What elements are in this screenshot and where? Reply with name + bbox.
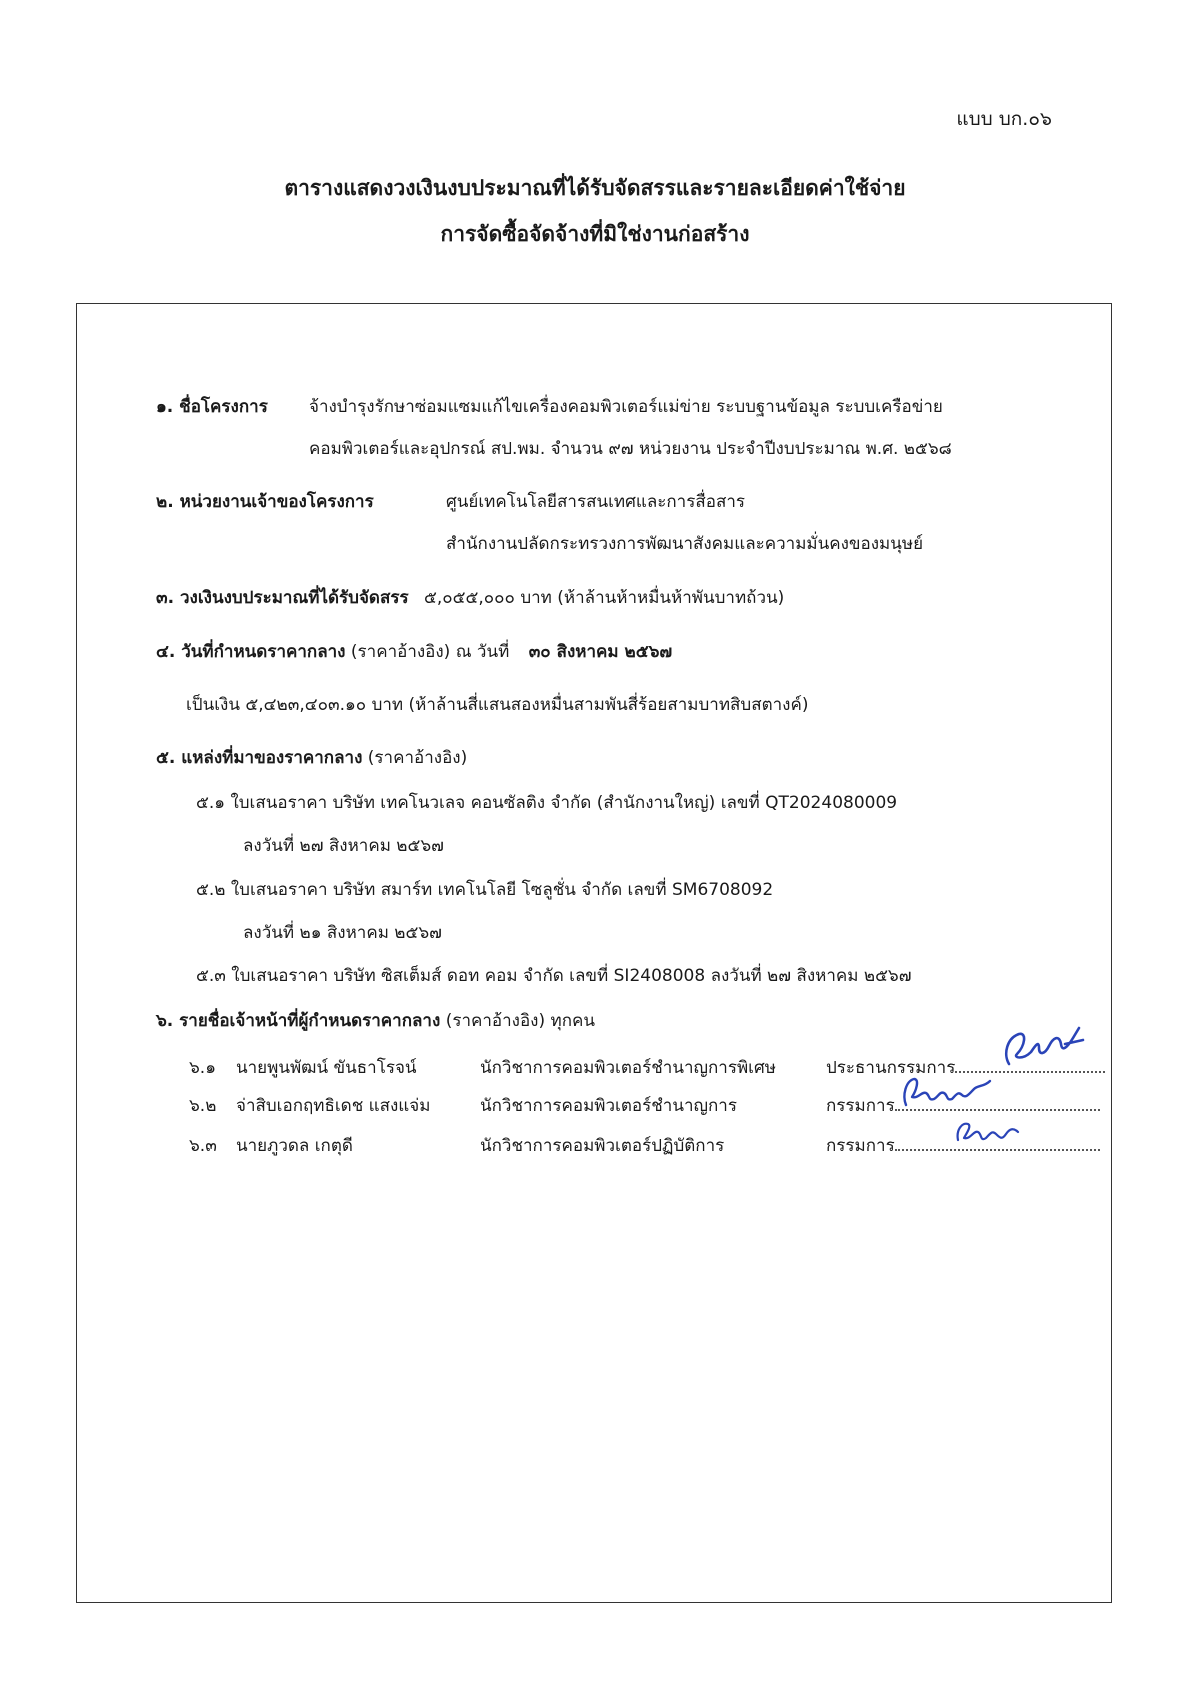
document-title-line2: การจัดซื้อจัดจ้างที่มิใช่งานก่อสร้าง [440, 222, 750, 246]
project-name-line2: คอมพิวเตอร์และอุปกรณ์ สป.พม. จำนวน ๙๗ หน่วยงาน ประจำปีงบประมาณ พ.ศ. ๒๕๖๘ [309, 439, 952, 459]
member-1-signature [995, 1024, 1085, 1070]
member-1-no: ๖.๑ [189, 1058, 216, 1078]
section-5-label-suffix: (ราคาอ้างอิง) [367, 748, 468, 768]
section-4-label: ๔. วันที่กำหนดราคากลาง [156, 642, 346, 662]
member-3-signature [952, 1116, 1024, 1146]
source-item-1-line1: ๕.๑ ใบเสนอราคา บริษัท เทคโนวเลจ คอนซัลติง จำกัด (สำนักงานใหญ่) เลขที่ QT2024080009 [196, 793, 898, 813]
member-2-position: นักวิชาการคอมพิวเตอร์ชำนาญการ [480, 1096, 737, 1116]
median-price-amount: เป็นเงิน ๕,๔๒๓,๔๐๓.๑๐ บาท (ห้าล้านสี่แสนสองหมื่นสามพันสี่ร้อยสามบาทสิบสตางค์) [186, 695, 809, 715]
member-3-role-label: กรรมการ [826, 1136, 895, 1156]
member-1-role-label: ประธานกรรมการ [826, 1058, 956, 1078]
section-6 [156, 1007, 595, 1034]
member-2-signature [898, 1073, 996, 1109]
document-title-line1: ตารางแสดงวงเงินงบประมาณที่ได้รับจัดสรรและรายละเอียดค่าใช้จ่าย [284, 176, 906, 200]
member-1-name: นายพูนพัฒน์ ขันธาโรจน์ [236, 1058, 417, 1078]
section-1-label: ๑. ชื่อโครงการ [156, 397, 268, 417]
member-2-role-label: กรรมการ [826, 1096, 895, 1116]
section-6-label: ๖. รายชื่อเจ้าหน้าที่ผู้กำหนดราคากลาง [156, 1011, 441, 1031]
member-2-no: ๖.๒ [189, 1096, 217, 1116]
section-4-label-suffix: (ราคาอ้างอิง) ณ วันที่ [350, 642, 510, 662]
source-item-2-line2: ลงวันที่ ๒๑ สิงหาคม ๒๕๖๗ [243, 923, 442, 943]
source-item-2-line1: ๕.๒ ใบเสนอราคา บริษัท สมาร์ท เทคโนโลยี โซลูชั่น จำกัด เลขที่ SM6708092 [196, 880, 774, 900]
section-5 [156, 744, 467, 771]
member-3-no: ๖.๓ [189, 1136, 217, 1156]
source-item-3: ๕.๓ ใบเสนอราคา บริษัท ซิสเต็มส์ ดอท คอม จำกัด เลขที่ SI2408008 ลงวันที่ ๒๗ สิงหาคม ๒๕๖๗ [196, 966, 912, 986]
member-2-name: จ่าสิบเอกฤทธิเดช แสงแจ่ม [236, 1096, 431, 1116]
member-1-position: นักวิชาการคอมพิวเตอร์ชำนาญการพิเศษ [480, 1058, 776, 1078]
form-code: แบบ บก.๐๖ [956, 108, 1052, 130]
budget-value: ๕,๐๕๕,๐๐๐ บาท (ห้าล้านห้าหมื่นห้าพันบาทถ้วน) [424, 588, 785, 608]
project-name-line1: จ้างบำรุงรักษาซ่อมแซมแก้ไขเครื่องคอมพิวเตอร์แม่ข่าย ระบบฐานข้อมูล ระบบเครือข่าย [309, 397, 943, 417]
section-5-label: ๕. แหล่งที่มาของราคากลาง [156, 748, 363, 768]
section-6-label-suffix: (ราคาอ้างอิง) ทุกคน [445, 1011, 596, 1031]
member-3-name: นายภูวดล เกตุดี [236, 1136, 353, 1156]
section-3 [156, 584, 784, 611]
section-4 [156, 638, 672, 665]
source-item-1-line2: ลงวันที่ ๒๗ สิงหาคม ๒๕๖๗ [243, 836, 444, 856]
owner-unit-line2: สำนักงานปลัดกระทรวงการพัฒนาสังคมและความมั่นคงของมนุษย์ [446, 534, 924, 554]
median-price-date: ๓๐ สิงหาคม ๒๕๖๗ [528, 642, 673, 662]
section-3-label: ๓. วงเงินงบประมาณที่ได้รับจัดสรร [156, 588, 409, 608]
owner-unit-line1: ศูนย์เทคโนโลยีสารสนเทศและการสื่อสาร [446, 492, 745, 512]
member-3-position: นักวิชาการคอมพิวเตอร์ปฏิบัติการ [480, 1136, 725, 1156]
section-2-label: ๒. หน่วยงานเจ้าของโครงการ [156, 492, 374, 512]
